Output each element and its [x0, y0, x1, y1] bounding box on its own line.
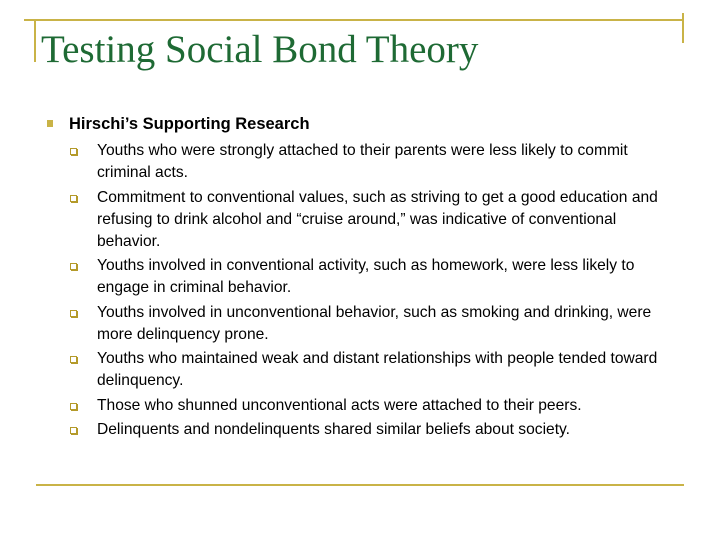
- hollow-square-bullet-icon: [70, 263, 77, 270]
- bottom-rule: [36, 484, 684, 486]
- top-rule: [24, 19, 683, 21]
- sub-bullet-text: Youths who maintained weak and distant relationships with people tended toward delinquency.: [97, 350, 658, 389]
- hollow-square-bullet-icon: [70, 427, 77, 434]
- hollow-square-bullet-icon: [70, 356, 77, 363]
- sub-bullet-item: [47, 302, 677, 346]
- sub-bullet-item: [47, 395, 677, 417]
- slide-title: Testing Social Bond Theory: [41, 28, 479, 71]
- sub-bullet-list: [47, 140, 677, 441]
- sub-bullet-item: [47, 255, 677, 299]
- sub-bullet-text: Delinquents and nondelinquents shared similar beliefs about society.: [97, 421, 571, 438]
- filled-square-bullet-icon: [47, 120, 53, 127]
- sub-bullet-item: [47, 348, 677, 392]
- sub-bullet-text: Youths involved in conventional activity, such as homework, were less likely to engage in criminal behavior.: [97, 257, 635, 296]
- hollow-square-bullet-icon: [70, 148, 77, 155]
- hollow-square-bullet-icon: [70, 195, 77, 202]
- hollow-square-bullet-icon: [70, 310, 77, 317]
- slide-body: [47, 113, 677, 444]
- sub-bullet-text: Youths involved in unconventional behavior, such as smoking and drinking, were more delinquency prone.: [97, 303, 652, 343]
- left-rule: [34, 19, 36, 62]
- sub-bullet-text: Youths who were strongly attached to their parents were less likely to commit criminal acts.: [97, 142, 628, 181]
- sub-bullet-item: [47, 187, 677, 253]
- bullet-heading-text: Hirschi’s Supporting Research: [69, 115, 310, 133]
- right-rule: [682, 13, 684, 43]
- hollow-square-bullet-icon: [70, 403, 77, 410]
- sub-bullet-text: Commitment to conventional values, such as striving to get a good education and refusing to drink alcohol and “cruise around,” was indicative of conventional behavior.: [97, 188, 658, 250]
- sub-bullet-text: Those who shunned unconventional acts were attached to their peers.: [97, 396, 582, 414]
- sub-bullet-item: [47, 419, 677, 441]
- bullet-heading: [47, 113, 677, 135]
- sub-bullet-item: [47, 140, 677, 184]
